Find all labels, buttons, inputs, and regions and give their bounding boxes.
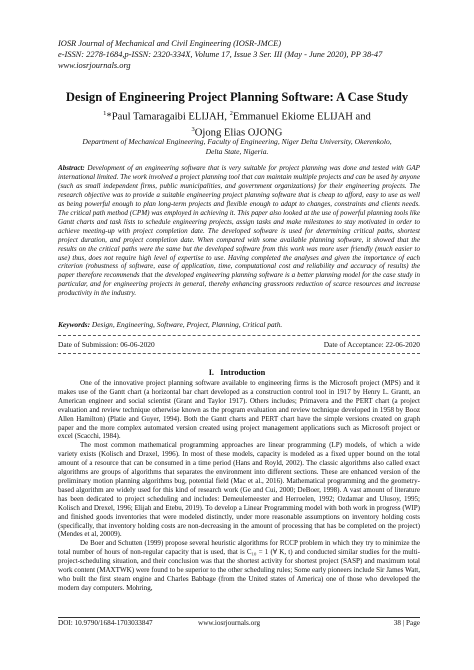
author3-name: Ojong Elias OJONG — [194, 127, 283, 139]
section-number: I. — [208, 368, 215, 377]
submission-date: Date of Submission: 06-06-2020 — [58, 340, 155, 349]
author2-name: Emmanuel Ekiome ELIJAH and — [232, 111, 371, 123]
abstract — [58, 164, 420, 298]
abstract-label: Abstract: — [58, 164, 85, 172]
divider-bottom — [58, 353, 420, 354]
section-heading — [40, 368, 434, 377]
author-list — [40, 108, 434, 139]
keywords — [58, 320, 420, 329]
footer-website[interactable]: www.iosrjournals.org — [198, 619, 261, 627]
journal-name: IOSR Journal of Mechanical and Civil Engineering (IOSR-JMCE) — [58, 39, 282, 48]
author1-marker: 1 — [103, 110, 107, 117]
abstract-text: Development of an engineering software that is very suitable for project planning was done and tested with GAP international limited. The work involved a project planning tool that can maintain multiple projects and can be used by anyone (such as small independent firms, public municipalities, and government organizations) for their engineering projects. The research objective was to provide a suitable engineering project planning software that is cheap to afford, easy to use as well as being powerful enough to plan long-term projects and flexible enough to adapt to changes, constraints and clients needs. The critical path method (CPM) was employed in achieving it. This paper also looked at the use of powerful planning tools like Gantt charts and task lists to schedule engineering projects, assign tasks and make milestones to stay motivated in order to achieve meeting-up with project completion date. The developed software is used for determining critical paths, shortest project duration, and project completion date. When compared with some available planning software, it showed that the results on the critical paths were the same but the developed software from this work was more user friendly (much easier to use) thus, does not require high level of expertise to use. Having completed the analyses and given the importance of each criterion (robustness of software, ease of application, time, computational cost and reliability and accuracy of results) the paper therefore recommends that the developed engineering planning software is a better planning model for the case study in particular, and for engineering projects in general, thereby enhancing grassroots reduction of scarce resources and increase productivity in the industry. — [58, 164, 421, 298]
section-title: Introduction — [220, 368, 266, 377]
author3-marker: 3 — [191, 125, 195, 133]
keywords-label: Keywords: — [58, 320, 91, 329]
paragraph: One of the innovative project planning software available to engineering firms is the Microsoft project (MPS) and it makes use of the Gantt chart (a horizontal bar chart developed as a construction control tool in 1917 by Henry L. Grantt, an American engineer and social scientist (Grant and Taylor 1917). Others includes; Primavera and the PERT chart (a project evaluation and review technique otherwise known as the program evaluation and review technique developed in 1958 by Booz Allen Hamilton) (Platie and Guyer, 1994). Both the Gantt charts and PERT chart have the simple versions created on graph paper and the more complex automated version created using project management applications such as Microsoft project or excel (Scacchi, 1984). — [58, 379, 420, 441]
journal-header — [58, 38, 438, 71]
footer-rule — [58, 617, 420, 618]
author1-name: *Paul Tamaragaibi ELIJAH, — [106, 111, 230, 123]
affiliation-line-1: Department of Mechanical Engineering, Faculty of Engineering, Niger Delta University, Okerenkolo, — [82, 137, 392, 146]
affiliation — [50, 137, 424, 156]
footer-page-number: 38 | Page — [393, 619, 420, 627]
paragraph: The most common mathematical programming approaches are linear programming (LP) models, of which a wide variety exists (Kolisch and Draxel, 1996). In most of these models, capacity is modeled as a fixed upper bound on the total amount of a resource that can be consumed in a time period (Hans and Royld, 2002). The classic algorithms also called exact algorithms are groups of algorithms that separates the environment into different sections. These are enhanced version of the preliminary motion planning algorithms bug, potential field (Mac et al., 2016). Mathematical programming and the geometry-based algorithm are widely used for this kind of research work (Ge and Cui, 2000; DeBoer, 1998). A vast amount of literature has been dedicated to project scheduling and includes: Demeulemeester and Herroelen, 1992; Ozdamar and Ulusoy, 1995; Kolisch and Drexel, 1996; Elijah and Etebu, 2019). To develop a Linear Programming model with both work in progress (WIP) and finished goods inventories that were modeled distinctly, under more reasonable assumptions on inventory holding costs (specifically, that inventory holding costs are non-decreasing in the amount of processing that has be completed on the project) (Mendes et al, 20009). — [58, 441, 420, 539]
journal-issn: e-ISSN: 2278-1684,p-ISSN: 2320-334X, Volume 17, Issue 3 Ser. III (May - June 2020), PP 38-47 — [58, 50, 383, 59]
divider-top — [58, 335, 420, 336]
footer-doi[interactable]: DOI: 10.9790/1684-1703033847 — [58, 619, 153, 627]
keywords-text: Design, Engineering, Software, Project, Planning, Critical path. — [91, 320, 283, 329]
acceptance-date: Date of Acceptance: 22-06-2020 — [323, 340, 420, 349]
journal-website[interactable]: www.iosrjournals.org — [58, 61, 131, 70]
author2-marker: 2 — [229, 110, 233, 117]
paragraph: De Boer and Schutten (1999) propose several heuristic algorithms for RCCP problem in which they try to minimize the total number of hours of non-regular capacity that is used, that is C₁₀ = 1 (∀ K, t) and conducted similar studies for the multi-project-scheduling situation, and their conclusion was that the shortest activity for shortest project (SASP) and maximum total work content (MAXTWK) were found to be superior to the other scheduling rules; Some early pioneers include Sir James Watt, who built the first steam engine and Charles Babbage (from the United states of America) one of those who developed the modern day computers. Mohring, — [58, 539, 420, 592]
paper-title: Design of Engineering Project Planning Software: A Case Study — [65, 90, 409, 104]
affiliation-line-2: Delta State, Nigeria. — [205, 146, 269, 156]
body-text — [58, 379, 420, 593]
